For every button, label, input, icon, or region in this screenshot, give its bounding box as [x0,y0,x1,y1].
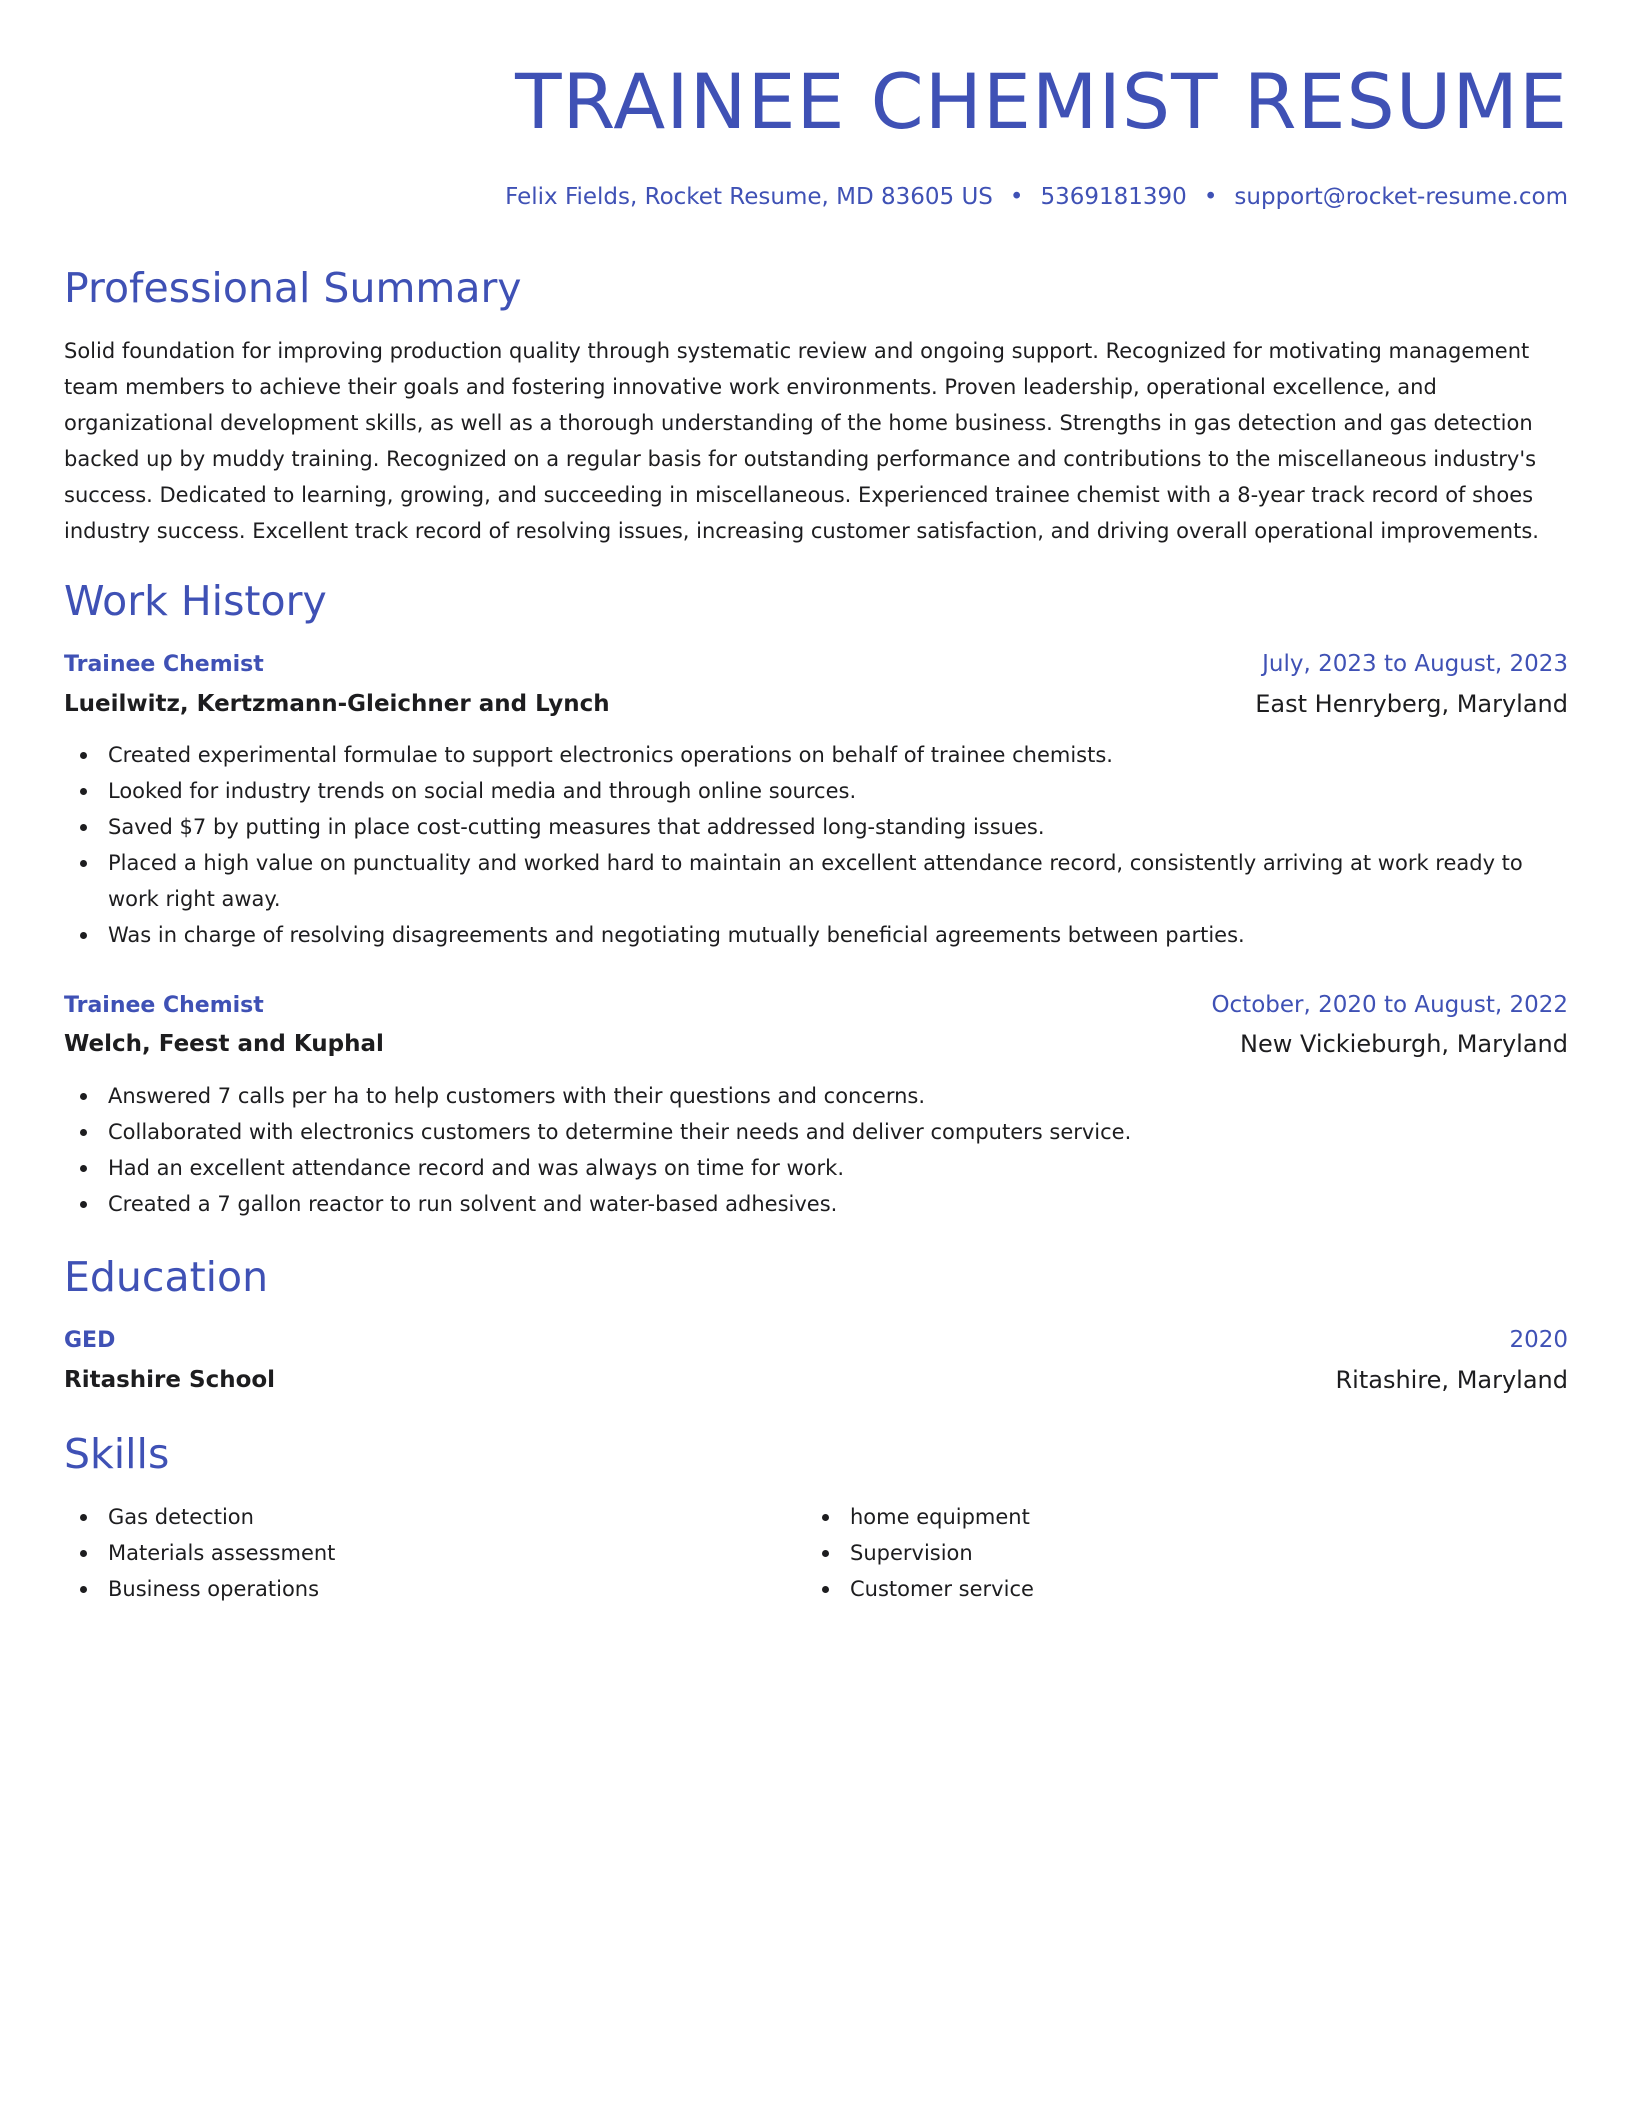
job-location: New Vickieburgh, Maryland [1240,1030,1568,1058]
contact-address: Felix Fields, Rocket Resume, MD 83605 US [505,184,993,210]
job-bullet-list [64,737,1568,953]
job-header [64,987,1568,1023]
contact-email: support@rocket-resume.com [1234,184,1568,210]
education-header [64,1322,1568,1358]
job-bullet: Collaborated with electronics customers to determine their needs and deliver computers service. [64,1114,1568,1150]
job-dates: July, 2023 to August, 2023 [1262,651,1568,677]
skills-list-right [806,1499,1506,1607]
job-bullet: Placed a high value on punctuality and worked hard to maintain an excellent attendance record, consistently arriving at work ready to work right away. [64,845,1568,917]
section-heading-skills: Skills [64,1430,170,1478]
education-school: Ritashire School [64,1367,276,1393]
skill-item: Customer service [806,1571,1506,1607]
skill-item: Business operations [64,1571,764,1607]
job-header [64,646,1568,682]
job-bullet: Answered 7 calls per ha to help customers with their questions and concerns. [64,1078,1568,1114]
contact-separator: • [1203,184,1218,210]
summary-text: Solid foundation for improving production quality through systematic review and ongoing support. Recognized for motivating management team members to achieve their goals and fostering innovative work environments. Proven leadership, operational excellence, and organizational development skills, as well as a thorough understanding of the home business. Strengths in gas detection and gas detection backed up by muddy training. Recognized on a regular basis for outstanding performance and contributions to the miscellaneous industry's success. Dedicated to learning, growing, and succeeding in miscellaneous. Experienced trainee chemist with a 8-year track record of shoes industry success. Excellent track record of resolving issues, increasing customer satisfaction, and driving overall operational improvements. [64,339,1539,543]
education-degree: GED [64,1327,116,1353]
section-heading-education: Education [64,1253,269,1301]
job-bullet: Was in charge of resolving disagreements and negotiating mutually beneficial agreements between parties. [64,917,1568,953]
job-employer-row [64,1026,1568,1062]
skills-list-left [64,1499,764,1607]
job-employer: Lueilwitz, Kertzmann-Gleichner and Lynch [64,691,610,717]
job-bullet-list [64,1078,1568,1222]
job-bullet: Created experimental formulae to support electronics operations on behalf of trainee chemists. [64,737,1568,773]
job-bullet: Created a 7 gallon reactor to run solvent and water-based adhesives. [64,1186,1568,1222]
job-bullet: Had an excellent attendance record and was always on time for work. [64,1150,1568,1186]
job-bullet: Saved $7 by putting in place cost-cutting measures that addressed long-standing issues. [64,809,1568,845]
skill-item: Materials assessment [64,1535,764,1571]
education-school-row [64,1362,1568,1398]
education-location: Ritashire, Maryland [1335,1366,1568,1394]
job-employer-row [64,686,1568,722]
contact-line [505,180,1568,214]
skill-item: Gas detection [64,1499,764,1535]
job-location: East Henryberg, Maryland [1255,690,1568,718]
job-title: Trainee Chemist [64,651,264,677]
skill-item: Supervision [806,1535,1506,1571]
contact-separator: • [1009,184,1024,210]
job-employer: Welch, Feest and Kuphal [64,1031,384,1057]
contact-phone: 5369181390 [1040,184,1187,210]
job-dates: October, 2020 to August, 2022 [1211,992,1568,1018]
job-bullet: Looked for industry trends on social media and through online sources. [64,773,1568,809]
resume-title: TRAINEE CHEMIST RESUME [515,57,1568,146]
education-year: 2020 [1509,1327,1568,1353]
job-title: Trainee Chemist [64,992,264,1018]
section-heading-work-history: Work History [64,577,327,625]
section-heading-summary: Professional Summary [64,264,522,312]
skill-item: home equipment [806,1499,1506,1535]
